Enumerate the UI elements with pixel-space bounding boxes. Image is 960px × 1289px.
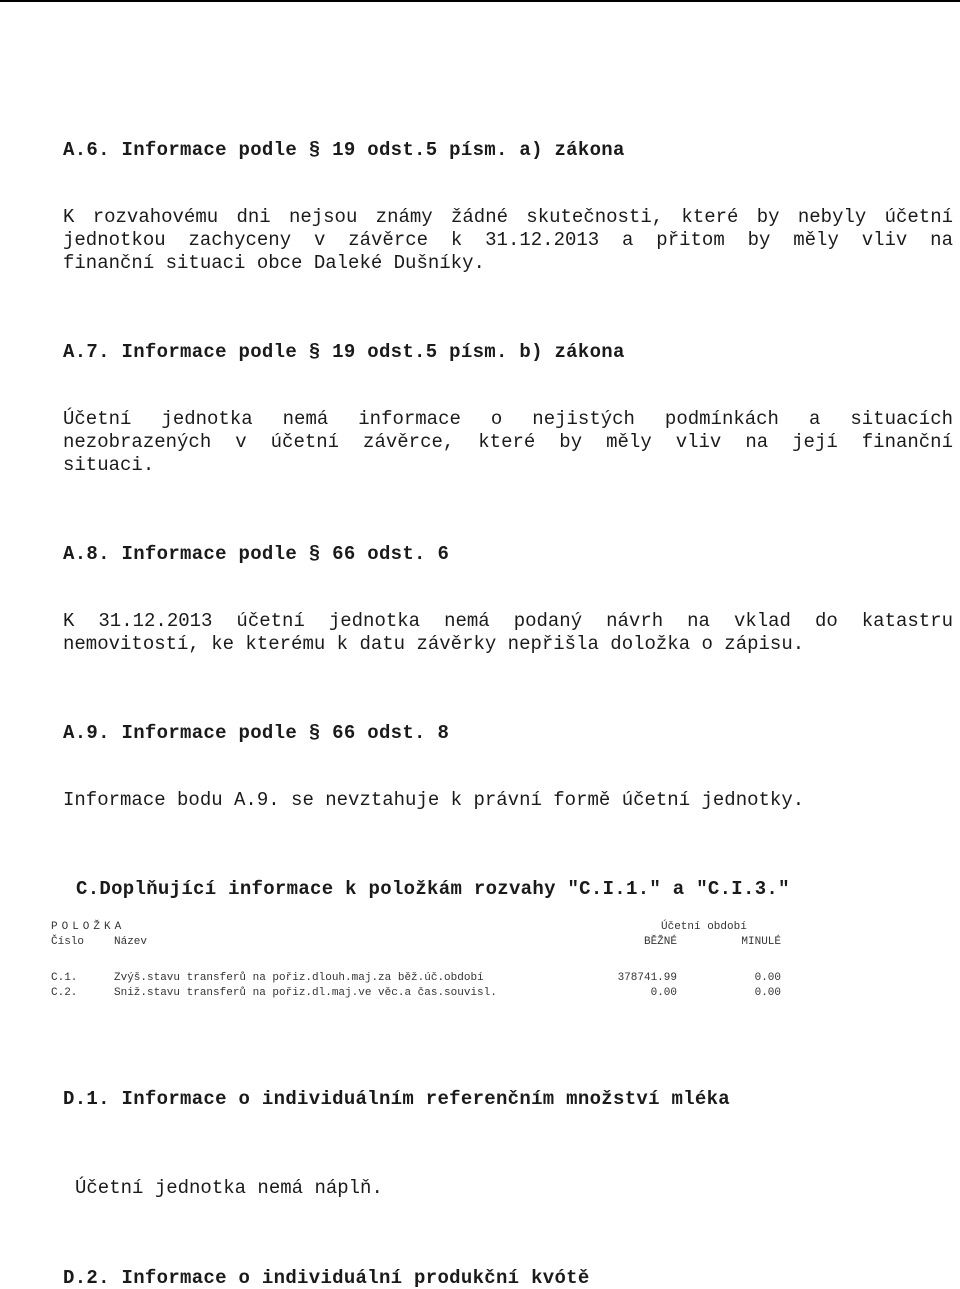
section-a6-line-2: jednotkou zachyceny v závěrce k 31.12.2013 a přitom by měly vliv na bbox=[63, 229, 953, 251]
table-cell-name: Sniž.stavu transferů na pořiz.dl.maj.ve věc.a čas.souvisl. bbox=[114, 987, 497, 999]
section-a8-heading: A.8. Informace podle § 66 odst. 6 bbox=[63, 543, 450, 565]
table-cell-code: C.2. bbox=[51, 987, 78, 999]
section-d1-line-1: Účetní jednotka nemá náplň. bbox=[75, 1177, 383, 1199]
section-d2-heading: D.2. Informace o individuální produkční kvótě bbox=[63, 1267, 590, 1289]
table-cell-code: C.1. bbox=[51, 972, 78, 984]
section-a8-line-2: nemovitostí, ke kterému k datu závěrky nepřišla doložka o zápisu. bbox=[63, 633, 805, 655]
table-row bbox=[51, 986, 791, 1001]
table-header-ucetni-obdobi: Účetní období bbox=[661, 921, 747, 933]
section-a7-heading: A.7. Informace podle § 19 odst.5 písm. b) zákona bbox=[63, 341, 625, 363]
section-c-heading: C.Doplňující informace k položkám rozvahy "C.I.1." a "C.I.3." bbox=[76, 878, 790, 900]
section-a9-line-1: Informace bodu A.9. se nevztahuje k právní formě účetní jednotky. bbox=[63, 789, 805, 811]
table-row bbox=[51, 971, 791, 986]
section-a9-heading: A.9. Informace podle § 66 odst. 8 bbox=[63, 722, 450, 744]
section-a8-text bbox=[63, 610, 953, 656]
table-header-polozka: POLOŽKA bbox=[51, 921, 126, 933]
section-a9-text bbox=[63, 789, 953, 812]
table-cell-name: Zvýš.stavu transferů na pořiz.dlouh.maj.za běž.úč.období bbox=[114, 972, 484, 984]
section-a7-line-3: situaci. bbox=[63, 454, 155, 476]
section-d1-heading: D.1. Informace o individuálním referenčním množství mléka bbox=[63, 1088, 731, 1110]
transfer-table bbox=[51, 920, 791, 1001]
table-cell-current: 0.00 bbox=[650, 987, 677, 999]
table-col-nazev: Název bbox=[114, 936, 148, 948]
section-d1-text bbox=[75, 1177, 960, 1200]
table-cell-previous: 0.00 bbox=[754, 987, 781, 999]
section-a7-text bbox=[63, 408, 953, 477]
table-cell-previous: 0.00 bbox=[754, 972, 781, 984]
table-header-row-2 bbox=[51, 935, 791, 950]
section-a6-text bbox=[63, 206, 953, 275]
table-col-bezne: BĚŽNÉ bbox=[643, 936, 677, 948]
section-a6-line-3: finanční situaci obce Daleké Dušníky. bbox=[63, 252, 485, 274]
table-col-cislo: Číslo bbox=[51, 936, 85, 948]
table-col-minule: MINULÉ bbox=[741, 936, 781, 948]
section-a7-line-1: Účetní jednotka nemá informace o nejistých podmínkách a situacích bbox=[63, 408, 953, 430]
section-a8-line-1: K 31.12.2013 účetní jednotka nemá podaný návrh na vklad do katastru bbox=[63, 610, 953, 632]
section-a6-heading: A.6. Informace podle § 19 odst.5 písm. a) zákona bbox=[63, 139, 625, 161]
top-border-line bbox=[0, 0, 960, 2]
section-a7-line-2: nezobrazených v účetní závěrce, které by měly vliv na její finanční bbox=[63, 431, 953, 453]
section-a6-line-1: K rozvahovému dni nejsou známy žádné skutečnosti, které by nebyly účetní bbox=[63, 206, 953, 228]
table-header-row-1 bbox=[51, 920, 791, 935]
table-cell-current: 378741.99 bbox=[617, 972, 677, 984]
